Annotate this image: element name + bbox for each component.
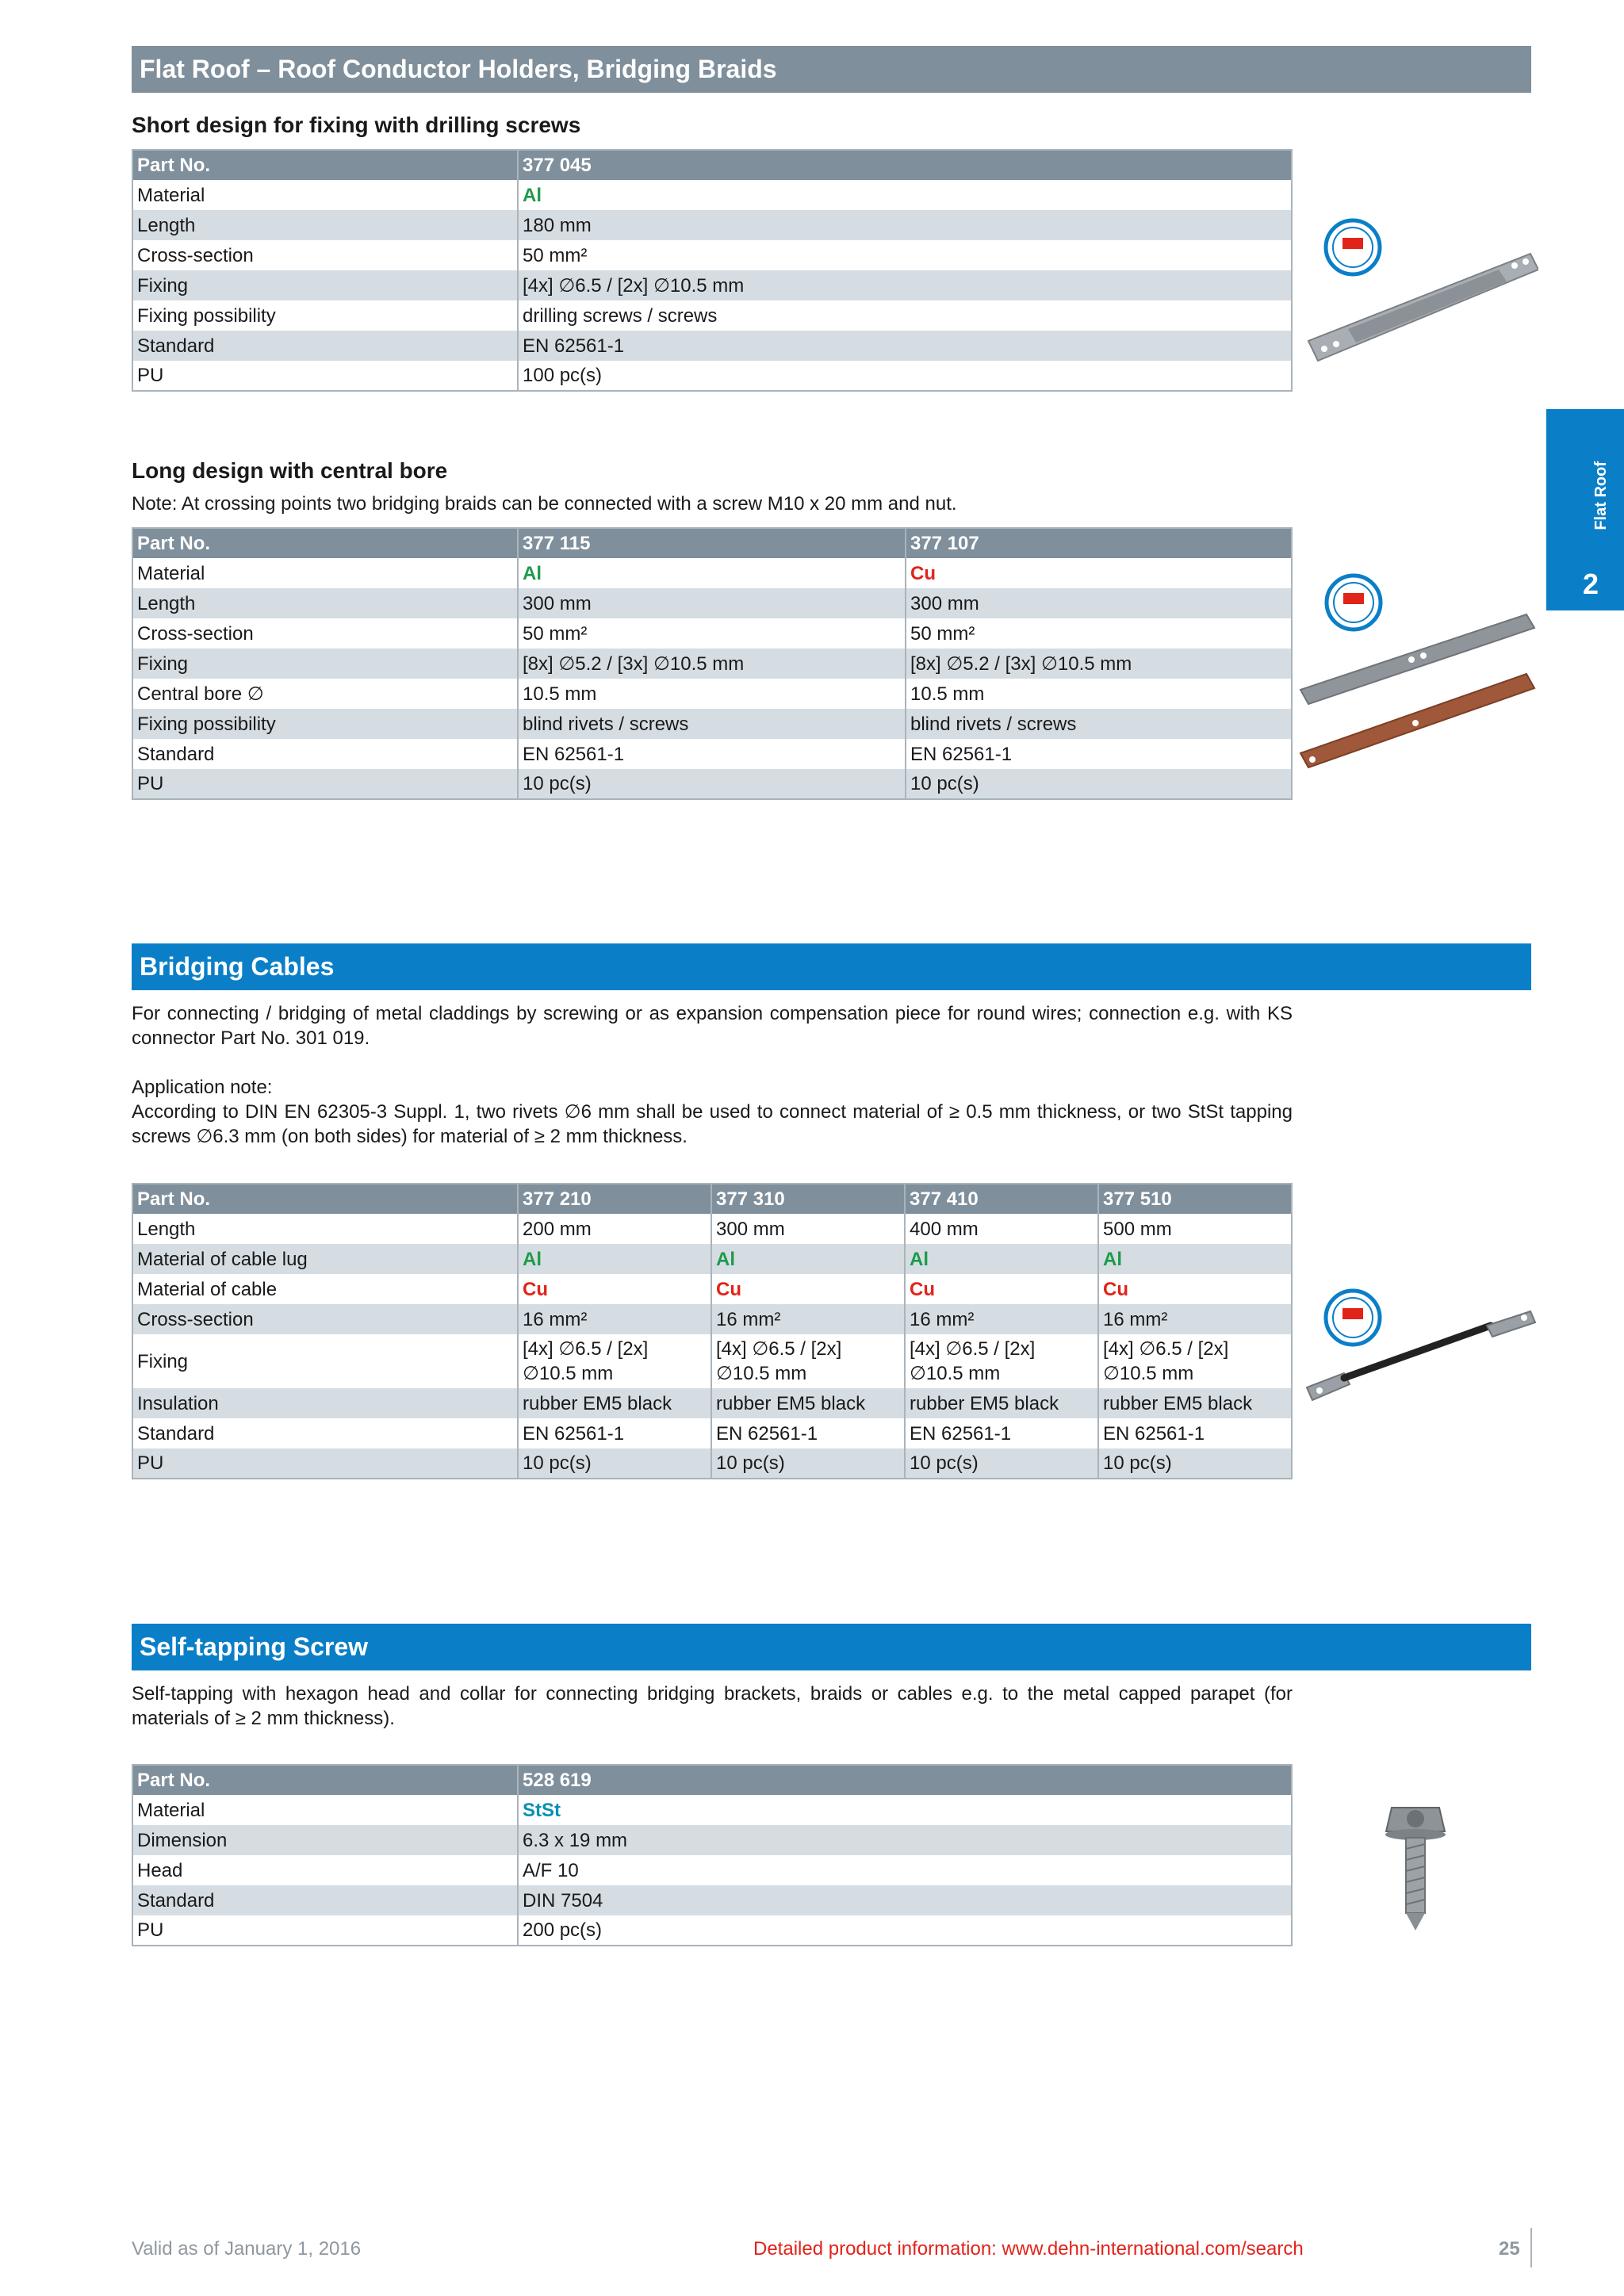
cell-value: Cu [910, 562, 936, 584]
cell-value: 10 pc(s) [906, 769, 1292, 799]
cell-value: 10 pc(s) [1098, 1448, 1292, 1479]
table-row [132, 1334, 1292, 1388]
page-number: 25 [1499, 2238, 1520, 2260]
row-label: Standard [132, 331, 518, 361]
table-row [132, 709, 1292, 739]
cell-value: 6.3 x 19 mm [518, 1825, 1292, 1855]
cell-value: 50 mm² [518, 618, 906, 649]
table-row [132, 739, 1292, 769]
cell-value: 100 pc(s) [523, 365, 603, 386]
cell-value: [4x] ∅6.5 / [2x] ∅10.5 mm [518, 1334, 711, 1388]
cell-value: 300 mm [711, 1214, 905, 1244]
table-row [132, 1244, 1292, 1274]
cell-value: EN 62561-1 [518, 331, 1292, 361]
cell-value: 10 pc(s) [711, 1448, 905, 1479]
cell-value: 50 mm² [523, 244, 588, 266]
row-label: Length [132, 1214, 518, 1244]
cell-value: [4x] ∅6.5 / [2x] ∅10.5 mm [711, 1334, 905, 1388]
cell-value: 50 mm² [910, 622, 975, 645]
cell-value: rubber EM5 black [711, 1388, 905, 1418]
row-label: Material [132, 558, 518, 588]
table-row [132, 180, 1292, 210]
cell-value: 180 mm [518, 210, 1292, 240]
intro-self-tapping-screw: Self-tapping with hexagon head and collar for connecting bridging brackets, braids or cables e.g. to the metal capped parapet (for materials of ≥ 2 mm thickness). [132, 1683, 1293, 1729]
cell-value: Al [1098, 1244, 1292, 1274]
row-label: Cross-section [132, 618, 518, 649]
table-long-design [132, 527, 1293, 800]
table-header-row [132, 528, 1292, 558]
cell-value: 10 pc(s) [518, 769, 906, 799]
bridging-cable-image [1300, 1284, 1538, 1411]
table-self-tapping-screw [132, 1764, 1293, 1946]
table-header-row [132, 1765, 1292, 1795]
cell-value: blind rivets / screws [906, 709, 1292, 739]
table-row [132, 558, 1292, 588]
table-row [132, 270, 1292, 300]
cell-value: 300 mm [518, 588, 906, 618]
table-row [132, 1274, 1292, 1304]
table-row [132, 1214, 1292, 1244]
table-row [132, 679, 1292, 709]
braid-long-image [1297, 571, 1538, 777]
row-label: Fixing [132, 270, 518, 300]
footer-divider [1530, 2228, 1532, 2267]
table-header-row [132, 1184, 1292, 1214]
cell-value: 528 619 [518, 1765, 1292, 1795]
row-label: Fixing possibility [132, 709, 518, 739]
subtitle-long-design: Long design with central bore [132, 458, 448, 483]
row-label: Standard [132, 1885, 518, 1915]
cell-value: EN 62561-1 [518, 739, 906, 769]
table-row [132, 588, 1292, 618]
row-label: PU [132, 769, 518, 799]
cell-value: [4x] ∅6.5 / [2x] ∅10.5 mm [905, 1334, 1098, 1388]
cell-value: blind rivets / screws [518, 709, 906, 739]
table-row [132, 1418, 1292, 1448]
table-row [132, 300, 1292, 331]
row-label: Length [132, 210, 518, 240]
table-row [132, 649, 1292, 679]
tested-seal-icon [1326, 1291, 1380, 1345]
cell-value: 10 pc(s) [518, 1448, 711, 1479]
cell-value: 16 mm² [905, 1304, 1098, 1334]
table-row [132, 331, 1292, 361]
cell-value: 500 mm [1103, 1218, 1172, 1240]
cell-value: 377 115 [518, 528, 906, 558]
cell-value: DIN 7504 [518, 1885, 1292, 1915]
intro-bridging-cables: For connecting / bridging of metal claddings by screwing or as expansion compensation piece for round wires; connection e.g. with KS connector Part No. 301 019. [132, 1003, 1293, 1049]
row-label: Fixing [132, 649, 518, 679]
cell-value: Al [518, 1244, 711, 1274]
cell-value: EN 62561-1 [711, 1418, 905, 1448]
side-tab-label: Flat Roof [1592, 461, 1610, 530]
tested-seal-icon [1327, 576, 1381, 629]
side-tab-flat-roof [1546, 409, 1624, 610]
cell-value: 377 310 [711, 1184, 905, 1214]
section-title-flat-roof: Flat Roof – Roof Conductor Holders, Bridging Braids [132, 46, 1531, 93]
app-note-title: Application note: [132, 1077, 273, 1098]
row-label: Part No. [132, 1184, 518, 1214]
table-row [132, 1915, 1292, 1946]
row-label: Head [132, 1855, 518, 1885]
cell-value: EN 62561-1 [518, 1418, 711, 1448]
row-label: Dimension [132, 1825, 518, 1855]
side-tab-number: 2 [1583, 568, 1599, 600]
cell-value: 16 mm² [518, 1304, 711, 1334]
cell-value: 400 mm [905, 1214, 1098, 1244]
table-header-row [132, 150, 1292, 180]
table-row [132, 1388, 1292, 1418]
table-row [132, 769, 1292, 799]
cell-value: rubber EM5 black [1098, 1388, 1292, 1418]
row-label: Fixing [132, 1334, 518, 1388]
table-row [132, 361, 1292, 391]
note-long-design: Note: At crossing points two bridging braids can be connected with a screw M10 x 20 mm and nut. [132, 493, 957, 515]
cell-value: drilling screws / screws [523, 304, 718, 327]
row-label: Length [132, 588, 518, 618]
cell-value: 377 107 [906, 528, 1292, 558]
table-row [132, 618, 1292, 649]
cell-value: [8x] ∅5.2 / [3x] ∅10.5 mm [518, 649, 906, 679]
app-note-text: According to DIN EN 62305-3 Suppl. 1, two rivets ∅6 mm shall be used to connect material of ≥ 0.5 mm thickness, or two StSt tapping screws ∅6.3 mm (on both sides) for material of ≥ 2 mm thickness. [132, 1101, 1293, 1147]
cell-value: Cu [905, 1274, 1098, 1304]
table-row [132, 1448, 1292, 1479]
footer-info-link[interactable]: Detailed product information: www.dehn-international.com/search [753, 2238, 1304, 2260]
row-label: Material [132, 1795, 518, 1825]
table-row [132, 210, 1292, 240]
cell-value: 300 mm [906, 588, 1292, 618]
table-row [132, 1885, 1292, 1915]
row-label: Fixing possibility [132, 300, 518, 331]
cell-value: 16 mm² [711, 1304, 905, 1334]
cell-value: EN 62561-1 [910, 743, 1013, 765]
row-label: Central bore ∅ [132, 679, 518, 709]
row-label: Cross-section [132, 240, 518, 270]
cell-value: EN 62561-1 [1103, 1422, 1205, 1445]
cell-value: Al [523, 184, 542, 206]
table-short-design [132, 149, 1293, 392]
cell-value: Cu [1103, 1278, 1128, 1300]
cell-value: [4x] ∅6.5 / [2x] ∅10.5 mm [518, 270, 1292, 300]
cell-value: 377 045 [518, 150, 1292, 180]
section-title-bridging-cables: Bridging Cables [132, 943, 1531, 990]
footer-valid-date: Valid as of January 1, 2016 [132, 2238, 362, 2260]
cell-value: rubber EM5 black [905, 1388, 1098, 1418]
cell-value: Cu [518, 1274, 711, 1304]
cell-value: A/F 10 [523, 1859, 579, 1881]
table-row [132, 240, 1292, 270]
row-label: Part No. [132, 1765, 518, 1795]
row-label: Standard [132, 1418, 518, 1448]
tested-seal-icon [1326, 220, 1380, 274]
row-label: PU [132, 1915, 518, 1946]
row-label: Insulation [132, 1388, 518, 1418]
subtitle-short-design: Short design for fixing with drilling screws [132, 113, 581, 137]
cell-value: 200 mm [518, 1214, 711, 1244]
cell-value: EN 62561-1 [905, 1418, 1098, 1448]
cell-value: 377 210 [518, 1184, 711, 1214]
table-bridging-cables [132, 1183, 1293, 1479]
cell-value: Al [711, 1244, 905, 1274]
cell-value: [4x] ∅6.5 / [2x] ∅10.5 mm [1103, 1338, 1229, 1384]
row-label: Material of cable lug [132, 1244, 518, 1274]
row-label: Part No. [132, 150, 518, 180]
row-label: Material [132, 180, 518, 210]
cell-value: 10.5 mm [518, 679, 906, 709]
table-row [132, 1795, 1292, 1825]
row-label: Material of cable [132, 1274, 518, 1304]
cell-value: 10 pc(s) [905, 1448, 1098, 1479]
cell-value: rubber EM5 black [518, 1388, 711, 1418]
cell-value: 200 pc(s) [523, 1919, 603, 1941]
cell-value: Al [905, 1244, 1098, 1274]
row-label: PU [132, 361, 518, 391]
row-label: Part No. [132, 528, 518, 558]
table-row [132, 1304, 1292, 1334]
cell-value: Al [518, 558, 906, 588]
cell-value: 10.5 mm [910, 683, 985, 705]
table-row [132, 1825, 1292, 1855]
row-label: Standard [132, 739, 518, 769]
cell-value: 16 mm² [1098, 1304, 1292, 1334]
cell-value: StSt [523, 1799, 561, 1821]
table-row [132, 1855, 1292, 1885]
braid-short-image [1300, 206, 1538, 365]
self-tapping-screw-image [1380, 1800, 1451, 1934]
cell-value: [8x] ∅5.2 / [3x] ∅10.5 mm [906, 649, 1292, 679]
cell-value: Cu [711, 1274, 905, 1304]
section-title-self-tapping-screw: Self-tapping Screw [132, 1624, 1531, 1670]
cell-value: 377 410 [905, 1184, 1098, 1214]
row-label: PU [132, 1448, 518, 1479]
cell-value: 377 510 [1098, 1184, 1292, 1214]
row-label: Cross-section [132, 1304, 518, 1334]
